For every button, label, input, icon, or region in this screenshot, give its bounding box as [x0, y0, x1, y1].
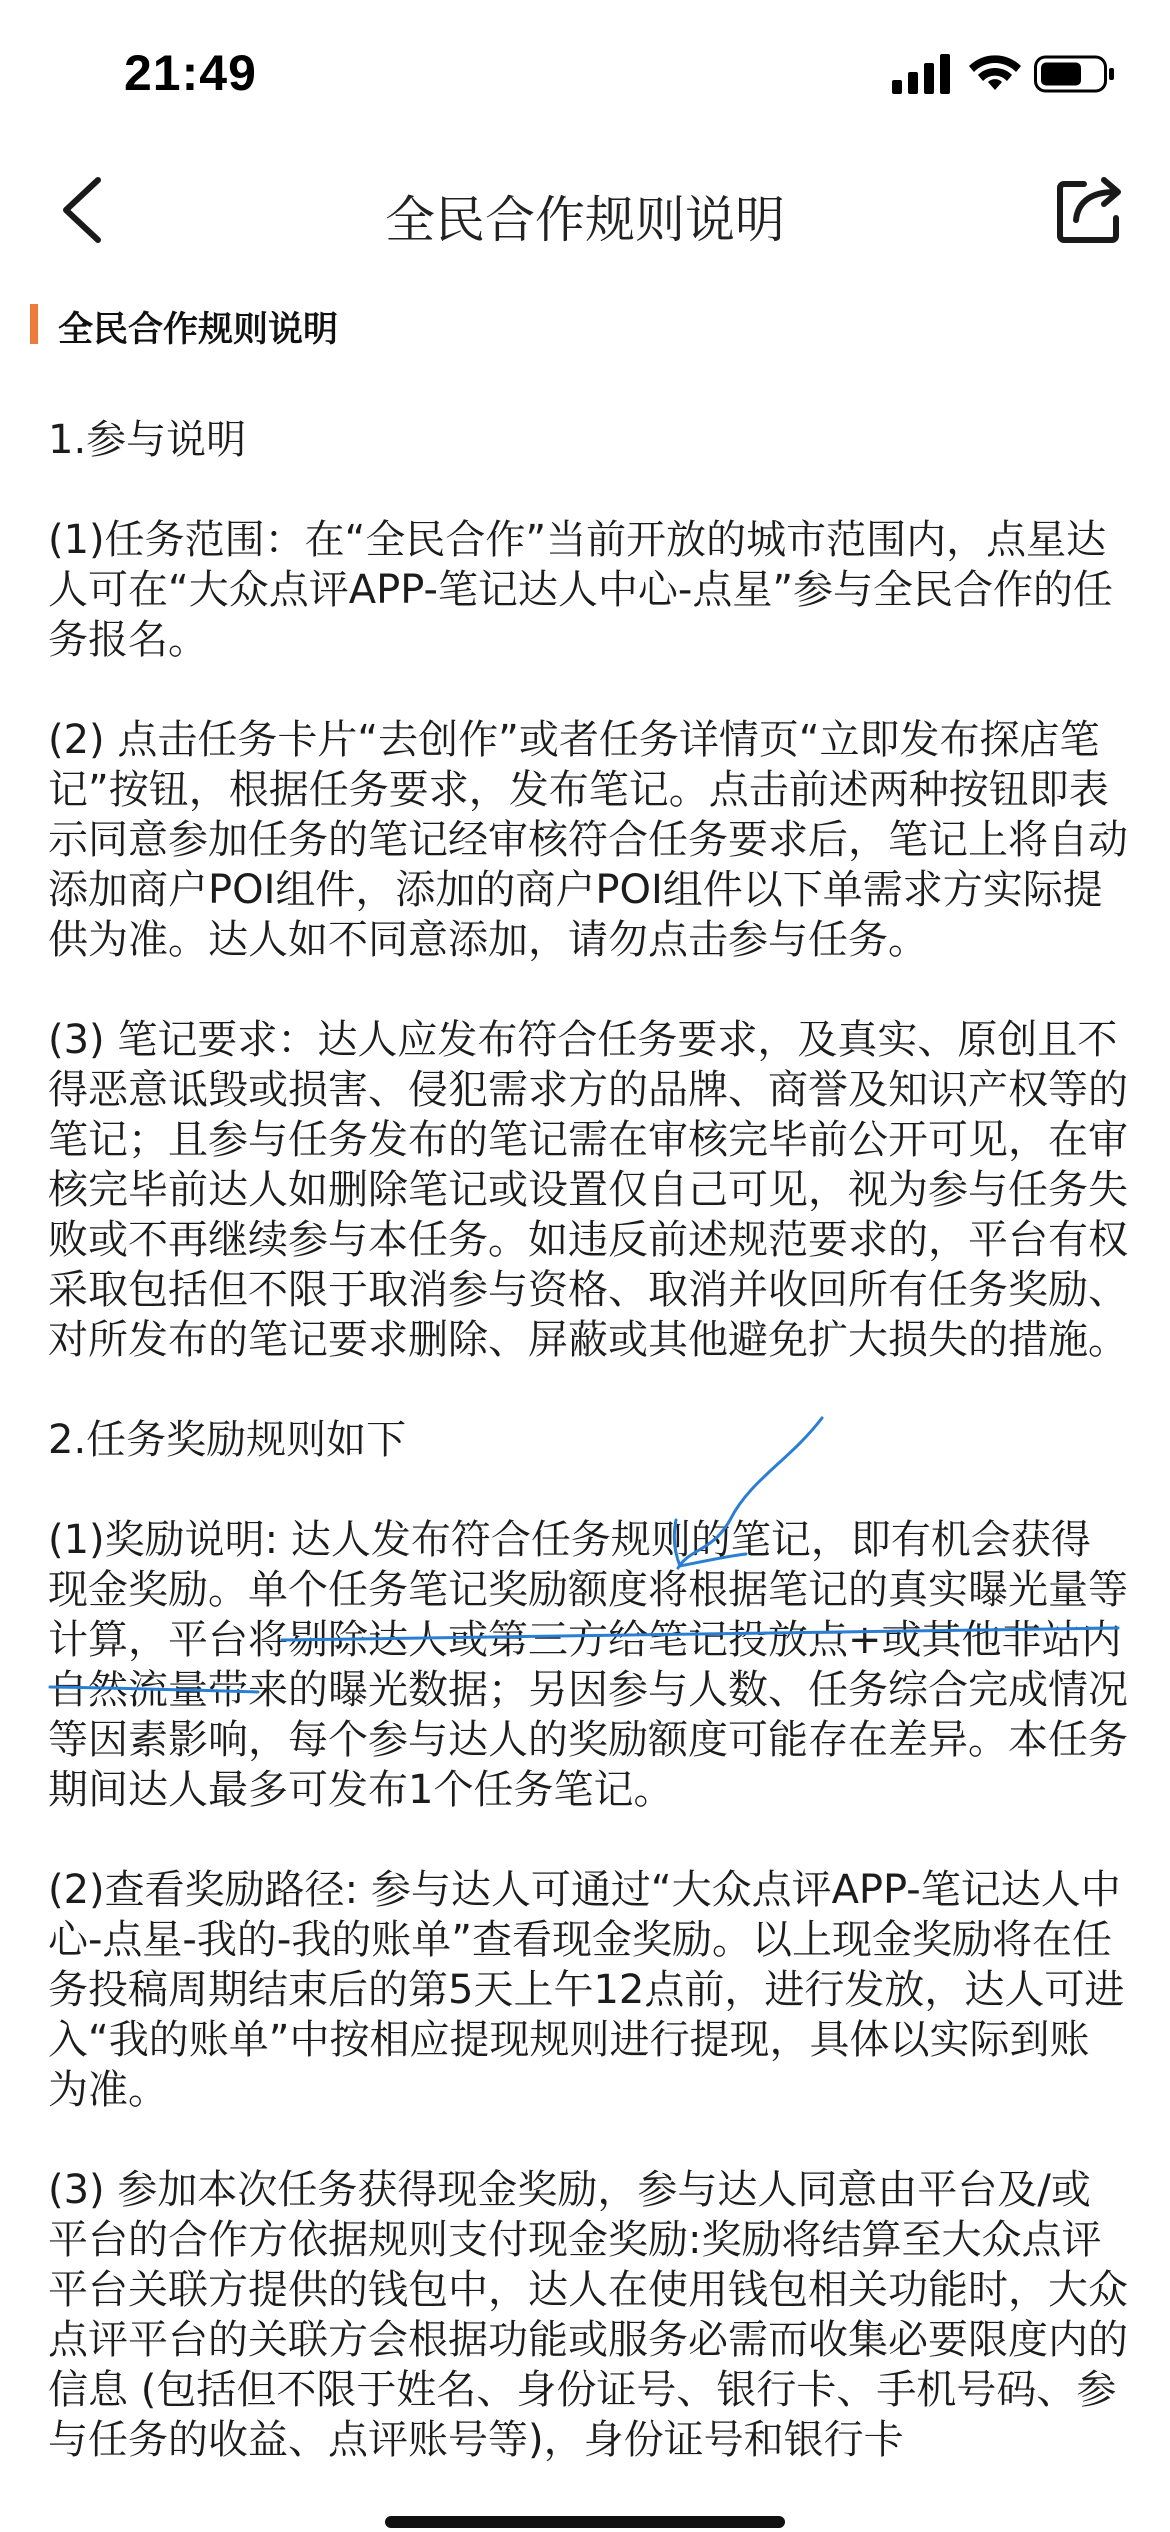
share-button[interactable] [1050, 170, 1130, 250]
section-title: 全民合作规则说明 [58, 310, 339, 350]
share-icon [1050, 170, 1130, 250]
cellular-signal-icon [892, 54, 954, 94]
rule-paragraph: (3) 参加本次任务获得现金奖励，参与达人同意由平台及/或平台的合作方依据规则支付现金奖励:奖励将结算至大众点评平台关联方提供的钱包中，达人在使用钱包相关功能时，大众点评平台的关联方会根据功能或服务必需而收集必要限度内的信息 (包括但不限于姓名、身份证号、银行卡、手机号码、参与任务的收益、点评账号等)，身份证号和银行卡 [48, 2167, 1128, 2463]
rule-paragraph: (3) 笔记要求：达人应发布符合任务要求，及真实、原创且不得恶意诋毁或损害、侵犯需求方的品牌、商誉及知识产权等的笔记；且参与任务发布的笔记需在审核完毕前公开可见，在审核完毕前达人如删除笔记或设置仅自己可见，视为参与任务失败或不再继续参与本任务。如违反前述规范要求的，平台有权采取包括但不限于取消参与资格、取消并收回所有任务奖励、对所发布的笔记要求删除、屏蔽或其他避免扩大损失的措施。 [48, 1017, 1128, 1363]
home-indicator [385, 2516, 785, 2528]
status-bar [0, 0, 1170, 150]
rule-paragraph: (1)奖励说明: 达人发布符合任务规则的笔记，即有机会获得现金奖励。单个任务笔记奖励额度将根据笔记的真实曝光量等计算，平台将剔除达人或第三方给笔记投放点+或其他非站内自然流量带来的曝光数据；另因参与人数、任务综合完成情况等因素影响，每个参与达人的奖励额度可能存在差异。本任务期间达人最多可发布1个任务笔记。 [48, 1517, 1128, 1813]
wifi-icon [968, 54, 1022, 94]
nav-bar [0, 150, 1170, 270]
rules-content [48, 415, 1128, 2515]
rule-heading-participation: 1.参与说明 [48, 417, 247, 463]
rule-heading-rewards: 2.任务奖励规则如下 [48, 1417, 407, 1463]
battery-icon [1034, 54, 1116, 94]
status-time: 21:49 [124, 45, 257, 101]
rule-paragraph: (2)查看奖励路径: 参与达人可通过“大众点评APP-笔记达人中心-点星-我的-我的账单”查看现金奖励。以上现金奖励将在任务投稿周期结束后的第5天上午12点前，进行发放，达人可进入“我的账单”中按相应提现规则进行提现，具体以实际到账为准。 [48, 1867, 1125, 2113]
section-accent-bar [30, 304, 38, 344]
page-title: 全民合作规则说明 [385, 191, 785, 249]
rule-paragraph: (1)任务范围：在“全民合作”当前开放的城市范围内，点星达人可在“大众点评APP-笔记达人中心-点星”参与全民合作的任务报名。 [48, 517, 1114, 663]
rule-paragraph: (2) 点击任务卡片“去创作”或者任务详情页“立即发布探店笔记”按钮，根据任务要求，发布笔记。点击前述两种按钮即表示同意参加任务的笔记经审核符合任务要求后，笔记上将自动添加商户POI组件，添加的商户POI组件以下单需求方实际提供为准。达人如不同意添加，请勿点击参与任务。 [48, 717, 1128, 963]
